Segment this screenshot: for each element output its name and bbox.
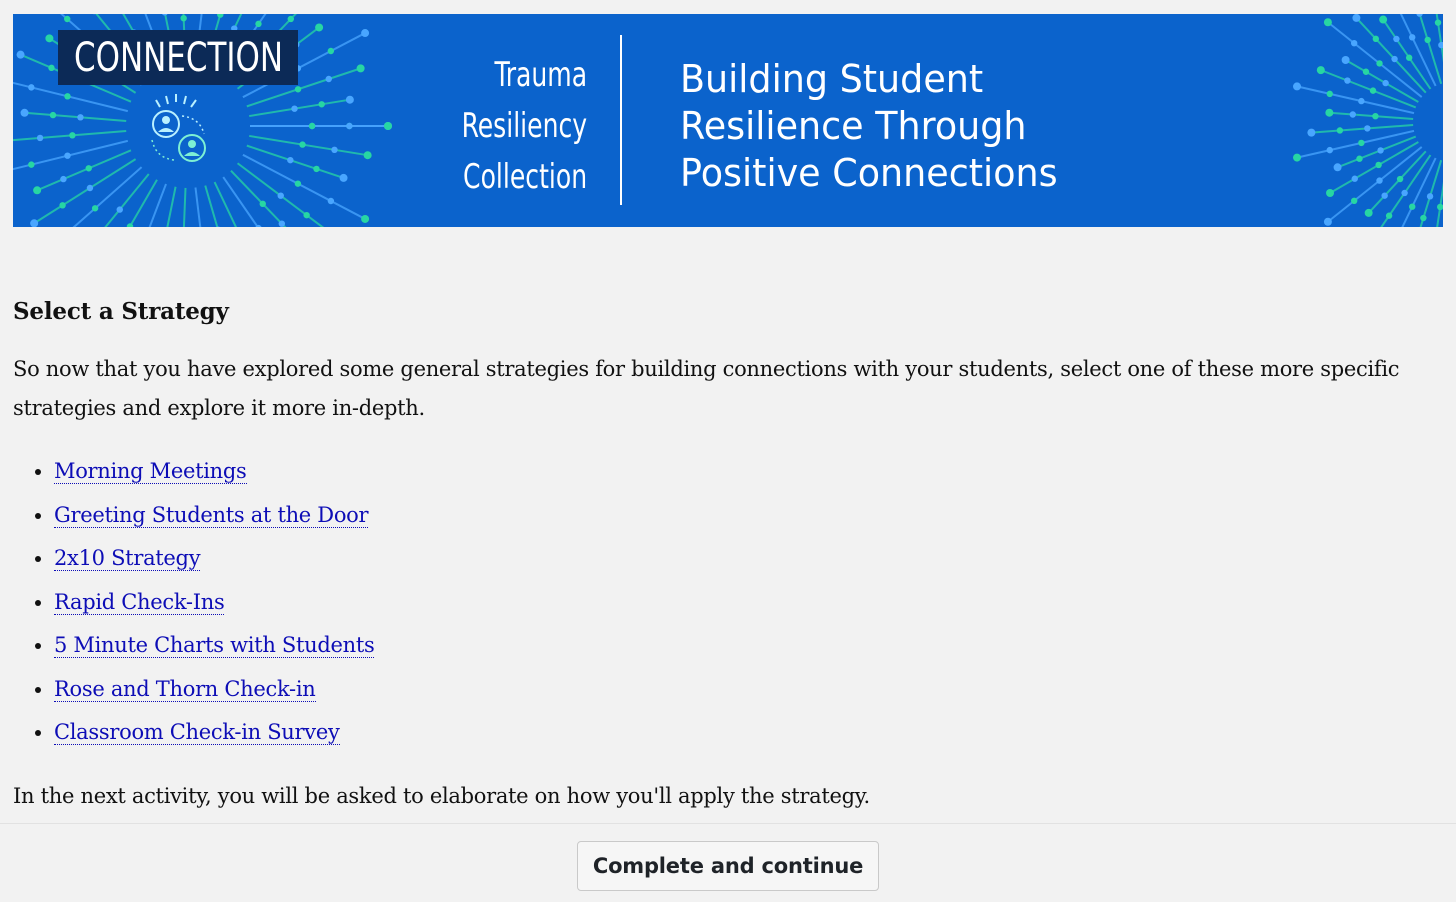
strategy-link-check-in-survey[interactable]: Classroom Check-in Survey (54, 720, 340, 744)
collection-title (434, 50, 587, 203)
complete-and-continue-button[interactable]: Complete and continue (577, 841, 879, 891)
tagline-line: Positive Connections (680, 151, 1058, 195)
list-item (54, 450, 1433, 494)
outro-paragraph: In the next activity, you will be asked to elaborate on how you'll apply the strategy. (13, 783, 870, 808)
banner-divider (620, 35, 622, 205)
strategy-link-5-minute-charts[interactable]: 5 Minute Charts with Students (54, 633, 375, 657)
banner-tagline (680, 56, 1073, 197)
list-item (54, 624, 1433, 668)
section-title: Select a Strategy (13, 298, 229, 325)
list-item (54, 581, 1433, 625)
tagline-line: Building Student (680, 57, 984, 101)
brand-badge (58, 30, 298, 85)
footer-divider (0, 823, 1456, 824)
collection-line: Trauma (494, 55, 587, 95)
brand-title: CONNECTION (73, 34, 283, 81)
list-item (54, 668, 1433, 712)
strategy-link-2x10[interactable]: 2x10 Strategy (54, 546, 201, 570)
strategy-link-morning-meetings[interactable]: Morning Meetings (54, 459, 247, 483)
intro-paragraph: So now that you have explored some general strategies for building connections with your students, select one of these more specific strategies and explore it more in-depth. (13, 357, 1400, 420)
list-item (54, 494, 1433, 538)
strategy-list (13, 450, 1433, 755)
burst-right-graphic (1293, 14, 1443, 227)
strategy-link-rapid-check-ins[interactable]: Rapid Check-Ins (54, 589, 225, 614)
collection-line: Resiliency (461, 106, 587, 146)
list-item (54, 537, 1433, 581)
lesson-content (13, 292, 1433, 816)
collection-line: Collection (462, 157, 587, 197)
list-item (54, 711, 1433, 755)
strategy-link-greeting-students[interactable]: Greeting Students at the Door (54, 502, 369, 527)
tagline-line: Resilience Through (680, 104, 1027, 148)
strategy-link-rose-and-thorn[interactable]: Rose and Thorn Check-in (54, 676, 316, 701)
people-connection-icon (152, 94, 205, 161)
hero-banner (13, 14, 1443, 227)
